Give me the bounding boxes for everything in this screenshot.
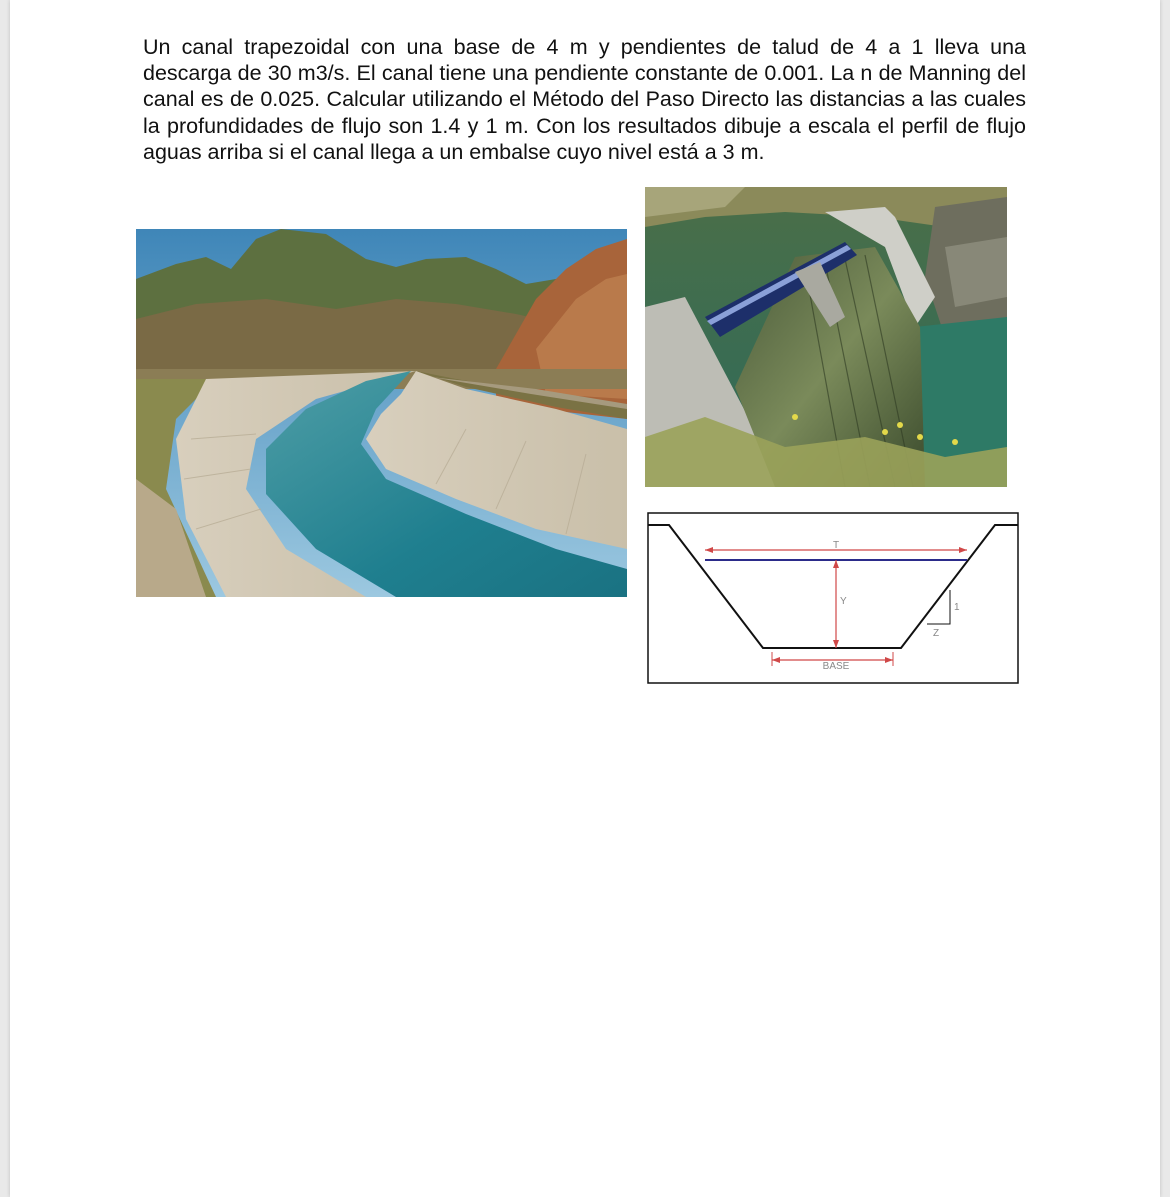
dam-photo-illustration	[645, 187, 1007, 487]
label-top-width: T	[832, 540, 840, 551]
document-page	[10, 0, 1160, 1197]
label-depth: Y	[840, 596, 847, 607]
label-base: BASE	[822, 661, 850, 672]
trapezoid-section-diagram	[647, 512, 1019, 684]
label-slope-rise: 1	[954, 602, 960, 613]
canal-photo	[136, 229, 627, 597]
dam-photo	[645, 187, 1007, 487]
canal-photo-illustration	[136, 229, 627, 597]
diagram-frame	[648, 513, 1018, 683]
trapezoid-section-svg	[647, 512, 1019, 684]
label-slope-run: Z	[933, 628, 940, 639]
problem-statement: Un canal trapezoidal con una base de 4 m y pendientes de talud de 4 a 1 lleva una descarga de 30 m3/s. El canal tiene una pendiente constante de 0.001. La n de Manning del canal es de 0.025. Calcular utilizando el Método del Paso Directo las distancias a las cuales la profundidades de flujo son 1.4 y 1 m. Con los resultados dibuje a escala el perfil de flujo aguas arriba si el canal llega a un embalse cuyo nivel está a 3 m.	[143, 35, 1026, 164]
